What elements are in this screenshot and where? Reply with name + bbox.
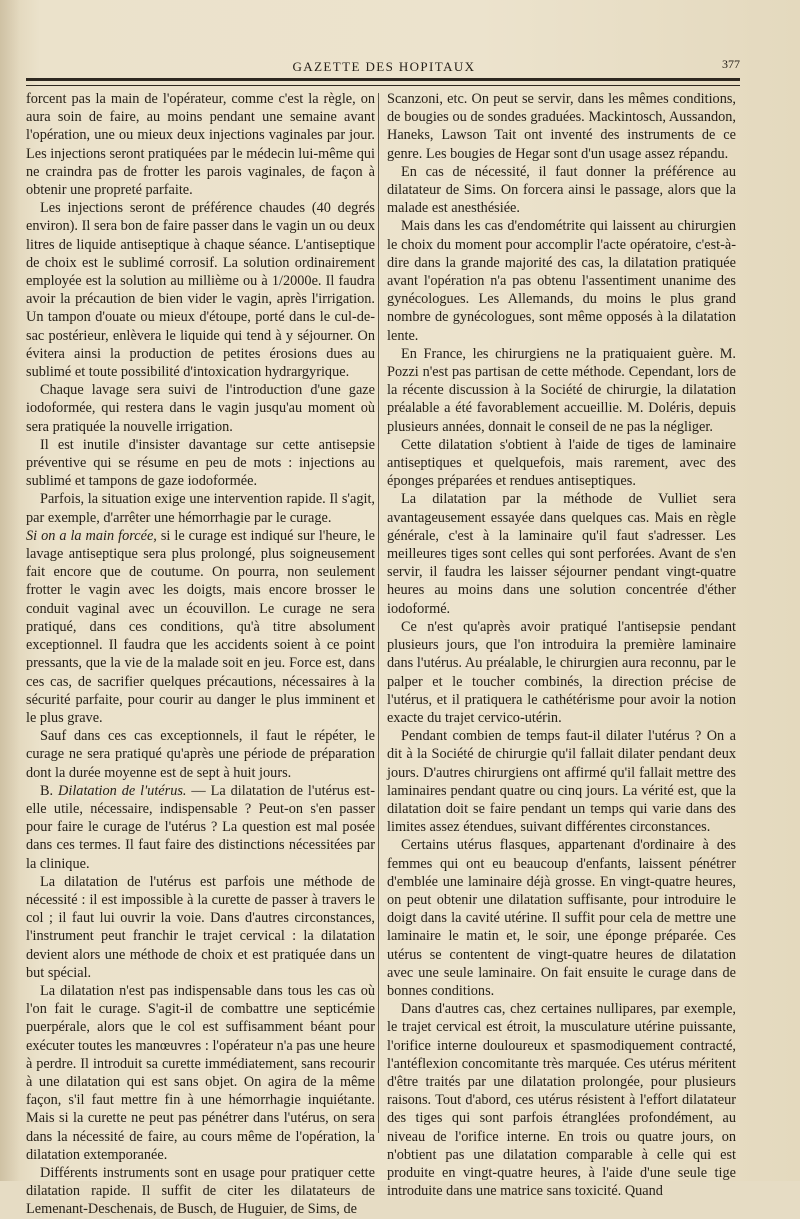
page-header xyxy=(28,57,740,77)
paragraph-text: — La dilatation de l'utérus est-elle utile, nécessaire, indispensable ? Peut-on s'en passer pour faire le curage de l'utérus ? La question est mal posée dans ces termes. Il faut faire des distinctions nécessitées par la clinique. xyxy=(26,782,375,872)
paragraph: Les injections seront de préférence chaudes (40 degrés environ). Il sera bon de faire passer dans le vagin un ou deux litres de liquide antiseptique à chaque séance. L'antiseptique de choix est le sublimé corrosif. La solution ordinairement employée est la solution au millième ou à 1/2000e. Il faudra avoir la précaution de bien vider le vagin, après l'irrigation. Un tampon d'ouate ou mieux d'étoupe, porté dans le cul-de-sac postérieur, enlèvera le liquide qui tend à y séjourner. On évitera ainsi la production de petites érosions dues au sublimé et toute possibilité d'intoxication hydrargyrique. xyxy=(26,200,375,381)
paragraph: La dilatation n'est pas indispensable dans tous les cas où l'on fait le curage. S'agit-il de combattre une septicémie puerpérale, alors que le col est suffisamment béant pour exécuter toutes les manœuvres : l'opérateur n'a pas une heure à perdre. Il introduit sa curette immédiatement, sans recourir à une dilatation qui est sans objet. On agira de la même façon, s'il faut mettre fin à une hémorrhagie inquiétante. Mais si la curette ne peut pas pénétrer dans l'utérus, on sera dans la nécessité de faire, au cours même de l'opération, la dilatation extemporanée. xyxy=(26,982,375,1163)
paragraph: La dilatation par la méthode de Vulliet sera avantageusement essayée dans quelques cas. Mais en règle générale, c'est à la laminaire qu'il faut s'adresser. Les meilleures tiges sont celles qui sont perforées. Avant de s'en servir, il faudra les laisser séjourner pendant vingt-quatre heures au moins dans une solution concentrée d'éther iodoformé. xyxy=(387,491,736,617)
paragraph: Différents instruments sont en usage pour pratiquer cette dilatation rapide. Il suffit de citer les dilatateurs de Lemenant-Deschenais, de Busch, de Huguier, de Sims, de xyxy=(26,1164,375,1218)
header-rule-thick xyxy=(26,78,740,81)
paragraph: Chaque lavage sera suivi de l'introduction d'une gaze iodoformée, qui restera dans le vagin jusqu'au moment où sera pratiquée la nouvelle irrigation. xyxy=(26,382,375,435)
paragraph: En cas de nécessité, il faut donner la préférence au dilatateur de Sims. On forcera ainsi le passage, alors que la malade est anesthésiée. xyxy=(387,163,736,217)
paragraph: Scanzoni, etc. On peut se servir, dans les mêmes conditions, de bougies ou de sondes graduées. Mackintosch, Aussandon, Haneks, Lawson Tait ont inventé des instruments de ce genre. Les bougies de Hegar sont d'un usage assez répandu. xyxy=(387,91,736,162)
paragraph-text: si le curage est indiqué sur l'heure, le lavage antiseptique sera plus prolongé, plus soigneusement fait encore que de coutume. On pourra, non seulement frotter le vagin avec les doigts, mais encore brosser le conduit vaginal avec un écouvillon. Le curage ne sera pratiqué, dans ces conditions, qu'à titre absolument exceptionnel. Il faudra que les accidents soient à ce point pressants, que la vie de la malade soit en jeu. Force est, dans ces cas, de sacrifier quelques précautions, nécessaires à la sécurité parfaite, pour courir au danger le plus imminent et le plus grave. xyxy=(26,527,375,726)
header-rule-thin xyxy=(26,85,740,86)
paragraph: Cette dilatation s'obtient à l'aide de tiges de laminaire antiseptiques et quelquefois, mais rarement, avec des éponges préparées et rendues antiseptiques. xyxy=(387,436,736,490)
journal-title: GAZETTE DES HOPITAUX xyxy=(292,59,476,74)
paragraph: Pendant combien de temps faut-il dilater l'utérus ? On a dit à la Société de chirurgie qu'il fallait dilater pendant deux jours. D'autres chirurgiens ont affirmé qu'il fallait mettre des laminaires pendant quatre ou cinq jours. La vérité est, que la dilatation doit se faire pendant un temps qui varie dans des limites assez étendues, suivant différentes circonstances. xyxy=(387,728,736,836)
paragraph xyxy=(26,527,375,727)
page-number: 377 xyxy=(722,57,740,71)
paragraph: Sauf dans ces cas exceptionnels, il faut le répéter, le curage ne sera pratiqué qu'après une période de préparation dont la durée moyenne est de sept à huit jours. xyxy=(26,728,375,781)
right-column xyxy=(387,90,736,1200)
paragraph: Certains utérus flasques, appartenant d'ordinaire à des femmes qui ont eu beaucoup d'enfants, laissent pénétrer d'emblée une laminaire déjà grosse. En vingt-quatre heures, on peut obtenir une dilatation suffisante, pour introduire le doigt dans la cavité utérine. Il suffit pour cela de mettre une laminaire le matin et, le soir, une éponge préparée. Ces utérus se contentent de vingt-quatre heures de dilatation avec une seule laminaire. On fait ensuite le curage dans de bonnes conditions. xyxy=(387,837,736,999)
page-edge-shadow xyxy=(0,0,20,1181)
paragraph: Mais dans les cas d'endométrite qui laissent au chirurgien le choix du moment pour accomplir l'acte opératoire, c'est-à-dire dans la grande majorité des cas, la dilatation pratiquée avant l'opération n'a pas obtenu l'assentiment unanime des gynécologues. Les Allemands, du moins le plus grand nombre de gynécologues, sont même opposés à la dilatation lente. xyxy=(387,218,736,344)
paragraph: En France, les chirurgiens ne la pratiquaient guère. M. Pozzi n'est pas partisan de cette méthode. Cependant, lors de la récente discussion à la Société de chirurgie, la dilatation préalable a été favorablement accueillie. M. Doléris, depuis plusieurs années, donnait le conseil de ne pas la négliger. xyxy=(387,345,736,435)
section-heading: Dilatation de l'utérus. xyxy=(58,782,187,799)
emphasis-text: Si on a la main forcée, xyxy=(26,527,157,544)
paragraph: Ce n'est qu'après avoir pratiqué l'antisepsie pendant plusieurs jours, que l'on introduira la première laminaire dans l'utérus. Au préalable, le chirurgien aura reconnu, par le palper et le toucher combinés, la direction précise de l'utérus, et il pratiquera le cathétérisme pour avoir la notion exacte du trajet cervico-utérin. xyxy=(387,618,736,726)
section-letter: B. xyxy=(40,782,59,799)
paragraph: La dilatation de l'utérus est parfois une méthode de nécessité : il est impossible à la curette de passer à travers le col ; il faut lui ouvrir la voie. Dans d'autres circonstances, l'instrument peut franchir le trajet cervical : la dilatation devient alors une méthode de choix et est pratiquée dans un but spécial. xyxy=(26,873,375,981)
paragraph: Dans d'autres cas, chez certaines nullipares, par exemple, le trajet cervical est étroit, la musculature utérine puissante, l'orifice interne douloureux et spasmodiquement contracté, l'antéflexion concomitante très marquée. Ces utérus méritent d'être traités par une dilatation prolongée, pour plusieurs raisons. Tout d'abord, ces utérus résistent à l'effort dilatateur des tiges qui sont parfois étranglées profondément, au niveau de l'orifice interne. En trois ou quatre jours, on n'obtient pas une dilatation comparable à celle qui est produite en vingt-quatre heures, à l'aide d'une seule tige introduite dans une matrice sans toxicité. Quand xyxy=(387,1001,736,1200)
paragraph: forcent pas la main de l'opérateur, comme c'est la règle, on aura soin de faire, au moins pendant une semaine avant l'opération, une ou mieux deux injections vaginales par jour. Les injections seront pratiquées par le médecin lui-même qui ne craindra pas de frotter les parois vaginales, de façon à obtenir une propreté parfaite. xyxy=(26,91,375,199)
paragraph: Parfois, la situation exige une intervention rapide. Il s'agit, par exemple, d'arrêter une hémorrhagie par le curage. xyxy=(26,491,375,526)
paragraph: Il est inutile d'insister davantage sur cette antisepsie préventive qui se résume en peu de mots : injections au sublimé et tampons de gaze iodoformée. xyxy=(26,436,375,490)
left-column xyxy=(26,90,375,1218)
section-paragraph xyxy=(26,782,375,873)
column-divider xyxy=(378,93,379,1133)
